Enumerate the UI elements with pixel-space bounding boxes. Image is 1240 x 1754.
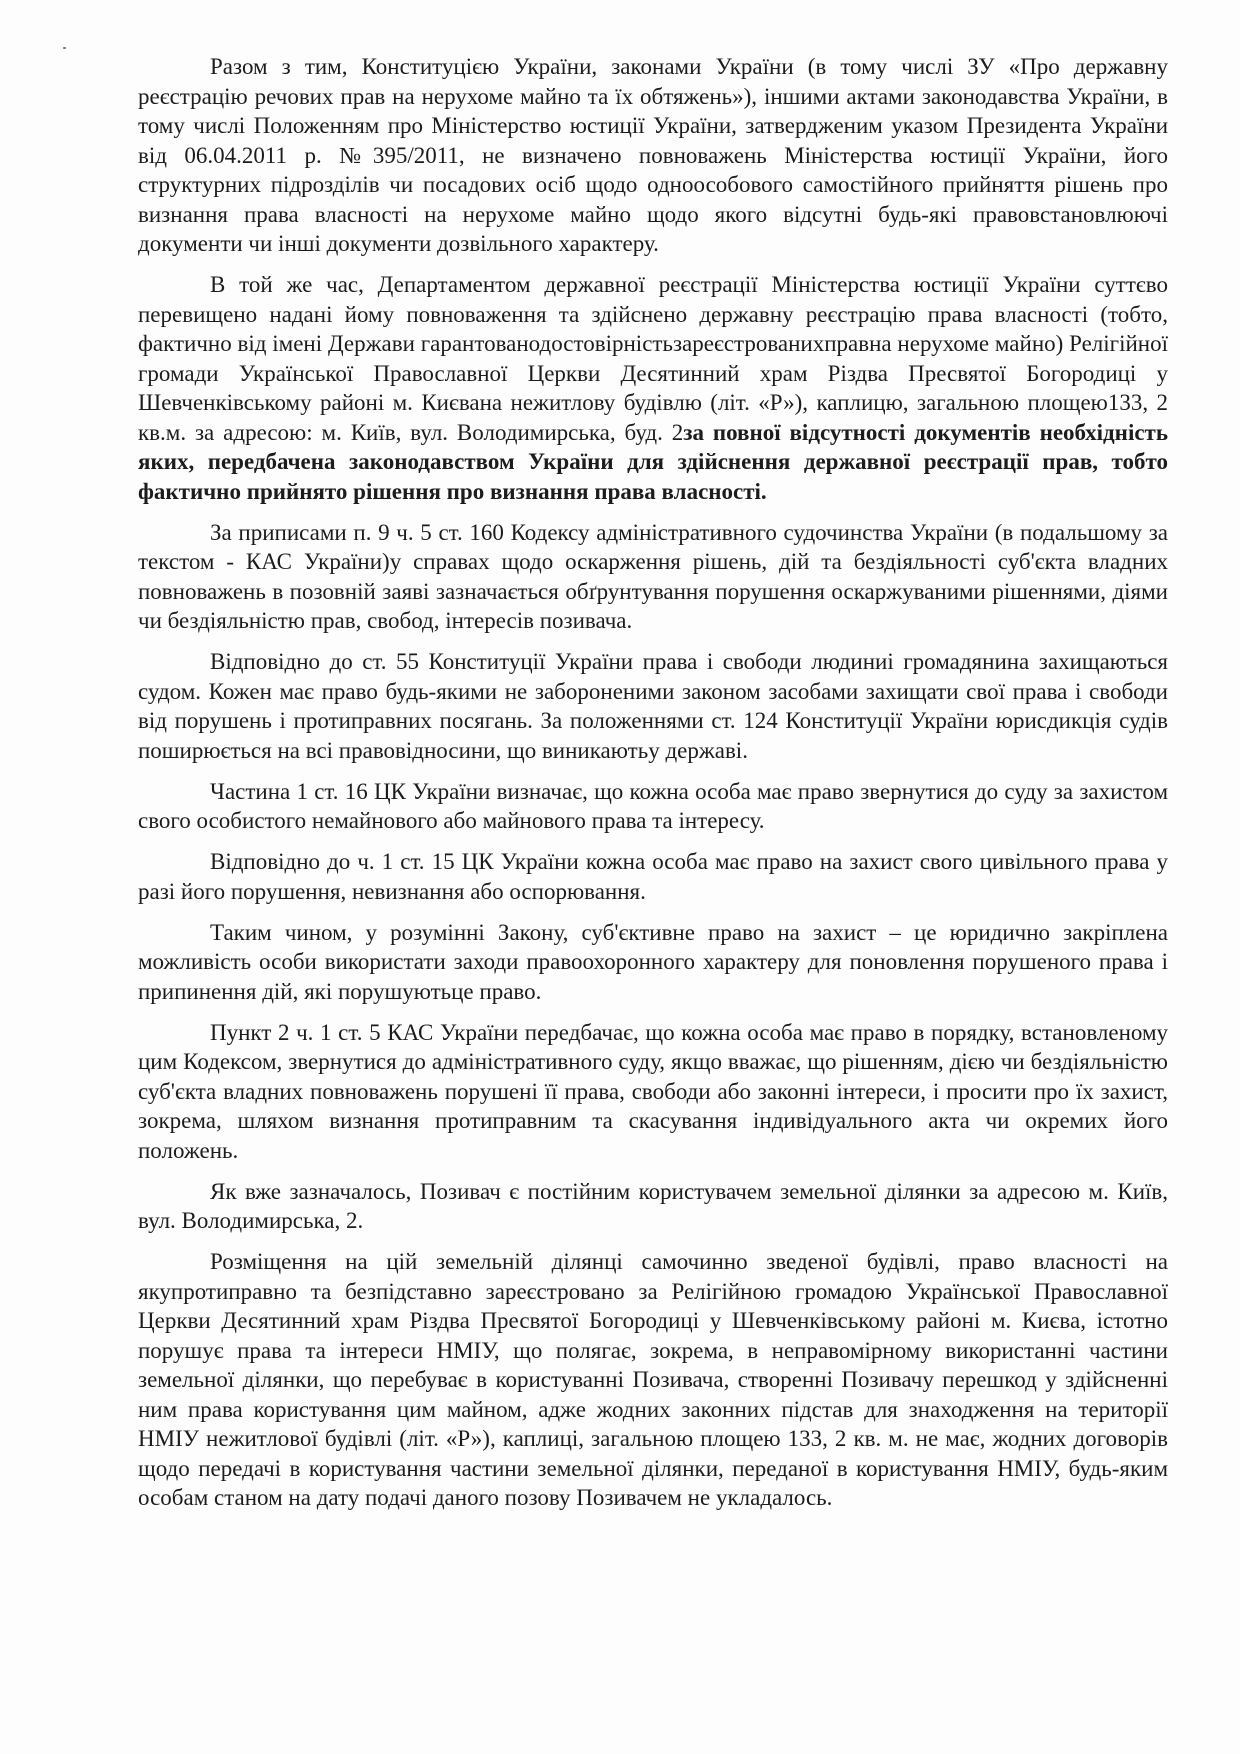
document-body — [138, 52, 1168, 1524]
paragraph: За приписами п. 9 ч. 5 ст. 160 Кодексу адміністративного судочинства України (в подальшому за текстом - КАС України)у справах щодо оскарження рішень, дій та бездіяльності суб'єкта владних повноважень в позовній заяві зазначається обґрунтування порушення оскаржуваними рішеннями, діями чи бездіяльністю прав, свобод, інтересів позивача. — [138, 519, 1168, 633]
paragraph: Частина 1 ст. 16 ЦК України визначає, що кожна особа має право звернутися до суду за захистом свого особистого немайнового або майнового права та інтересу. — [138, 778, 1168, 833]
paragraph: Пункт 2 ч. 1 ст. 5 КАС України передбачає, що кожна особа має право в порядку, встановленому цим Кодексом, звернутися до адміністративного суду, якщо вважає, що рішенням, дією чи бездіяльністю суб'єкта владних повноважень порушені її права, свободи або законні інтереси, і просити про їх захист, зокрема, шляхом визнання протиправним та скасування індивідуального акта чи окремих його положень. — [138, 1019, 1168, 1163]
paragraph: Як вже зазначалось, Позивач є постійним користувачем земельної ділянки за адресою м. Київ, вул. Володимирська, 2. — [138, 1178, 1168, 1233]
paragraph-bold-text: за повної відсутності документів необхідність яких, передбачена законодавством України для здійснення державної реєстрації прав, тобто фактично прийнято рішення про визнання права власності. — [138, 419, 1168, 504]
paragraph-text: В той же час, Департаментом державної реєстрації Міністерства юстиції України суттєво перевищено надані йому повноваження та здійснено державну реєстрацію права власності (тобто, фактично від імені Держави гарантованодостовірністьзареєстрованихправна нерухоме майно) Релігійної громади Української Православної Церкви Десятинний храм Різдва Пресвятої Богородиці у Шевченківському районі м. Києвана нежитлову будівлю (літ. «Р»), каплицю, загальною площею133, 2 кв.м. за адресою: м. Київ, вул. Володимирська, буд. 2 — [138, 272, 1168, 445]
paragraph — [138, 270, 1168, 506]
paragraph: Відповідно до ст. 55 Конституції України права і свободи людиниі громадянина захищаються судом. Кожен має право будь-якими не забороненими законом засобами захищати свої права і свободи від порушень і протиправних посягань. За положеннями ст. 124 Конституції України юрисдикція судів поширюється на всі правовідносини, що виникаютьу державі. — [138, 649, 1168, 763]
paragraph: Таким чином, у розумінні Закону, суб'єктивне право на захист – це юридично закріплена можливість особи використати заходи правоохоронного характеру для поновлення порушеного права і припинення дій, які порушуютьце право. — [138, 919, 1168, 1004]
paragraph: Розміщення на цій земельній ділянці самочинно зведеної будівлі, право власності на якупротиправно та безпідставно зареєстровано за Релігійною громадою Української Православної Церкви Десятинний храм Різдва Пресвятої Богородиці у Шевченківському районі м. Києва, істотно порушує права та інтереси НМІУ, що полягає, зокрема, в неправомірному використанні частини земельної ділянки, що перебуває в користуванні Позивача, створенні Позивачу перешкод у здійсненні ним права користування цим майном, адже жодних законних підстав для знаходження на території НМІУ нежитлової будівлі (літ. «Р»), каплиці, загальною площею 133, 2 кв. м. не має, жодних договорів щодо передачі в користування частини земельної ділянки, переданої в користування НМІУ, будь-яким особам станом на дату подачі даного позову Позивачем не укладалось. — [138, 1249, 1168, 1510]
paragraph: Відповідно до ч. 1 ст. 15 ЦК України кожна особа має право на захист свого цивільного права у разі його порушення, невизнання або оспорювання. — [138, 849, 1168, 904]
scan-speck — [63, 47, 66, 49]
paragraph: Разом з тим, Конституцією України, законами України (в тому числі ЗУ «Про державну реєстрацію речових прав на нерухоме майно та їх обтяжень»), іншими актами законодавства України, в тому числі Положенням про Міністерство юстиції України, затвердженим указом Президента України від 06.04.2011 р. №395/2011, не визначено повноважень Міністерства юстиції України, його структурних підрозділів чи посадових осіб щодо одноособового самостійного прийняття рішень про визнання права власності на нерухоме майно щодо якого відсутні будь-які правовстановлюючі документи чи інші документи дозвільного характеру. — [138, 54, 1168, 256]
